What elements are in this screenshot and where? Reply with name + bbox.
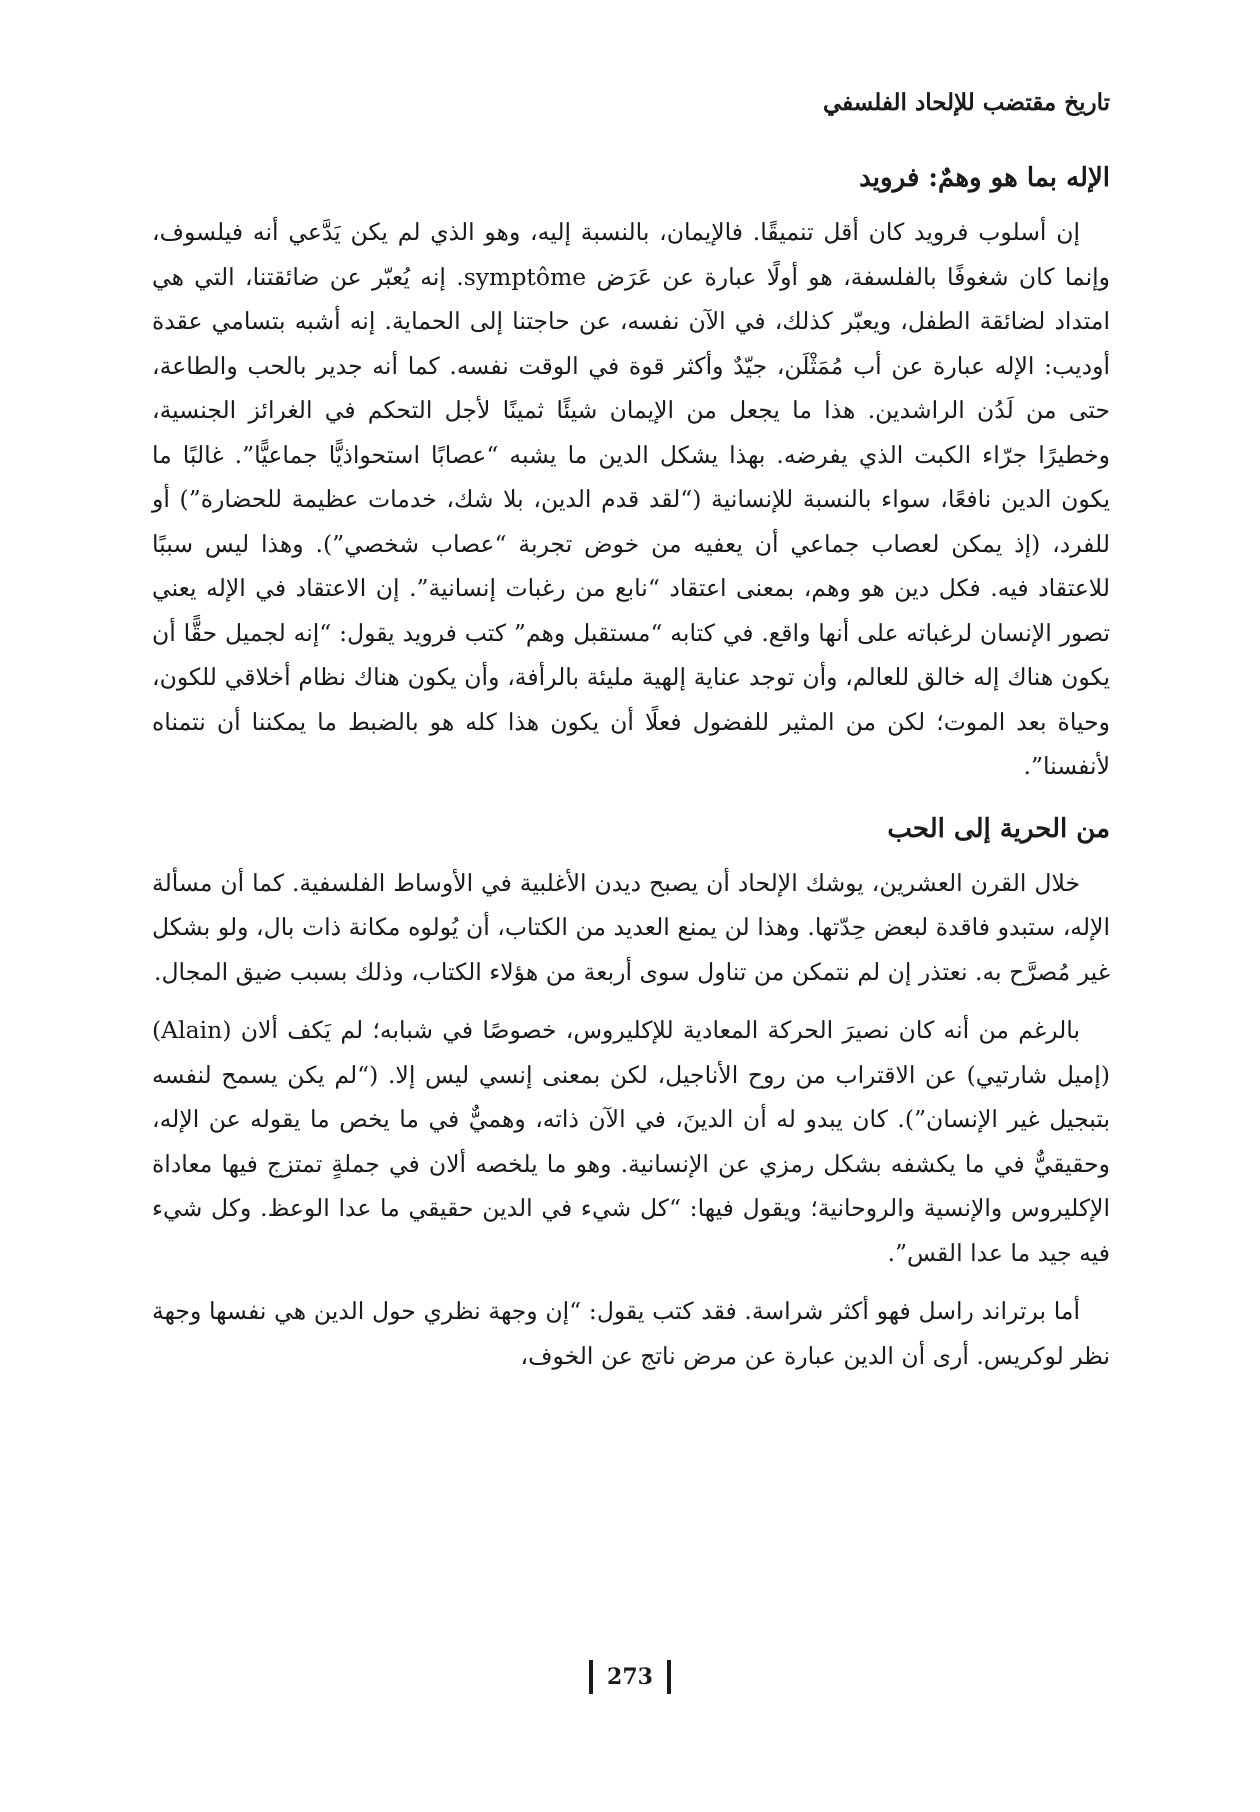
- page-content: [152, 160, 1110, 1392]
- section-heading-freud: الإله بما هو وهمٌ: فرويد: [859, 163, 1110, 193]
- paragraph: إن أسلوب فرويد كان أقل تنميقًا. فالإيمان، بالنسبة إليه، وهو الذي لم يكن يَدَّعي أنه فيلسوف، وإنما كان شغوفًا بالفلسفة، هو أولًا عبارة عن عَرَض symptôme. إنه يُعبّر عن ضائقتنا، التي هي امتداد لضائقة الطفل، ويعبّر كذلك، في الآن نفسه، عن حاجتنا إلى الحماية. إنه أشبه بتسامي عقدة أوديب: الإله عبارة عن أب مُمَثْلَن، جيّدٌ وأكثر قوة في الوقت نفسه. كما أنه جدير بالحب والطاعة، حتى من لَدُن الراشدين. هذا ما يجعل من الإيمان شيئًا ثمينًا لأجل التحكم في الغرائز الجنسية، وخطيرًا جرّاء الكبت الذي يفرضه. بهذا يشكل الدين ما يشبه “عصابًا استحواذيًّا جماعيًّا”. غالبًا ما يكون الدين نافعًا، سواء بالنسبة للإنسانية (“لقد قدم الدين، بلا شك، خدمات عظيمة للحضارة”) أو للفرد، (إذ يمكن لعصاب جماعي أن يعفيه من خوض تجربة “عصاب شخصي”). وهذا ليس سببًا للاعتقاد فيه. فكل دين هو وهم، بمعنى اعتقاد “نابع من رغبات إنسانية”. إن الاعتقاد في الإله يعني تصور الإنسان لرغباته على أنها واقع. في كتابه “مستقبل وهم” كتب فرويد يقول: “إنه لجميل حقًّا أن يكون هناك إله خالق للعالم، وأن توجد عناية إلهية مليئة بالرأفة، وأن يكون هناك نظام أخلاقي للكون، وحياة بعد الموت؛ لكن من المثير للفضول فعلًا أن يكون هذا كله هو بالضبط ما يمكننا أن نتمناه لأنفسنا”.: [152, 218, 1110, 780]
- page-number: 273: [589, 1660, 671, 1694]
- page-footer: [0, 1660, 1260, 1694]
- running-header: [150, 86, 1110, 126]
- section-heading-freedom-to-love: من الحرية إلى الحب: [887, 813, 1110, 844]
- paragraph: بالرغم من أنه كان نصيرَ الحركة المعادية للإكليروس، خصوصًا في شبابه؛ لم يَكف ألان (Alain) (إميل شارتيي) عن الاقتراب من روح الأناجيل، لكن بمعنى إنسي ليس إلا. (“لم يكن يسمح لنفسه بتبجيل غير الإنسان”). كان يبدو له أن الدينَ، في الآن ذاته، وهميٌّ في ما يخص ما يقوله عن الإله، وحقيقيٌّ في ما يكشفه بشكل رمزي عن الإنسانية. وهو ما يلخصه ألان في جملةٍ تمتزج فيها معاداة الإكليروس والإنسية والروحانية؛ ويقول فيها: “كل شيء في الدين حقيقي ما عدا الوعظ. وكل شيء فيه جيد ما عدا القس”.: [152, 1016, 1110, 1267]
- paragraph: أما برتراند راسل فهو أكثر شراسة. فقد كتب يقول: “إن وجهة نظري حول الدين هي نفسها وجهة نظر لوكريس. أرى أن الدين عبارة عن مرض ناتج عن الخوف،: [152, 1297, 1110, 1370]
- running-title: تاريخ مقتضب للإلحاد الفلسفي: [809, 86, 1110, 120]
- paragraph: خلال القرن العشرين، يوشك الإلحاد أن يصبح ديدن الأغلبية في الأوساط الفلسفية. كما أن مسألة الإله، ستبدو فاقدة لبعض حِدّتها. وهذا لن يمنع العديد من الكتاب، أن يُولوه مكانة ذات بال، ولو بشكل غير مُصرَّح به. نعتذر إن لم نتمكن من تناول سوى أربعة من هؤلاء الكتاب، وذلك بسبب ضيق المجال.: [152, 868, 1110, 986]
